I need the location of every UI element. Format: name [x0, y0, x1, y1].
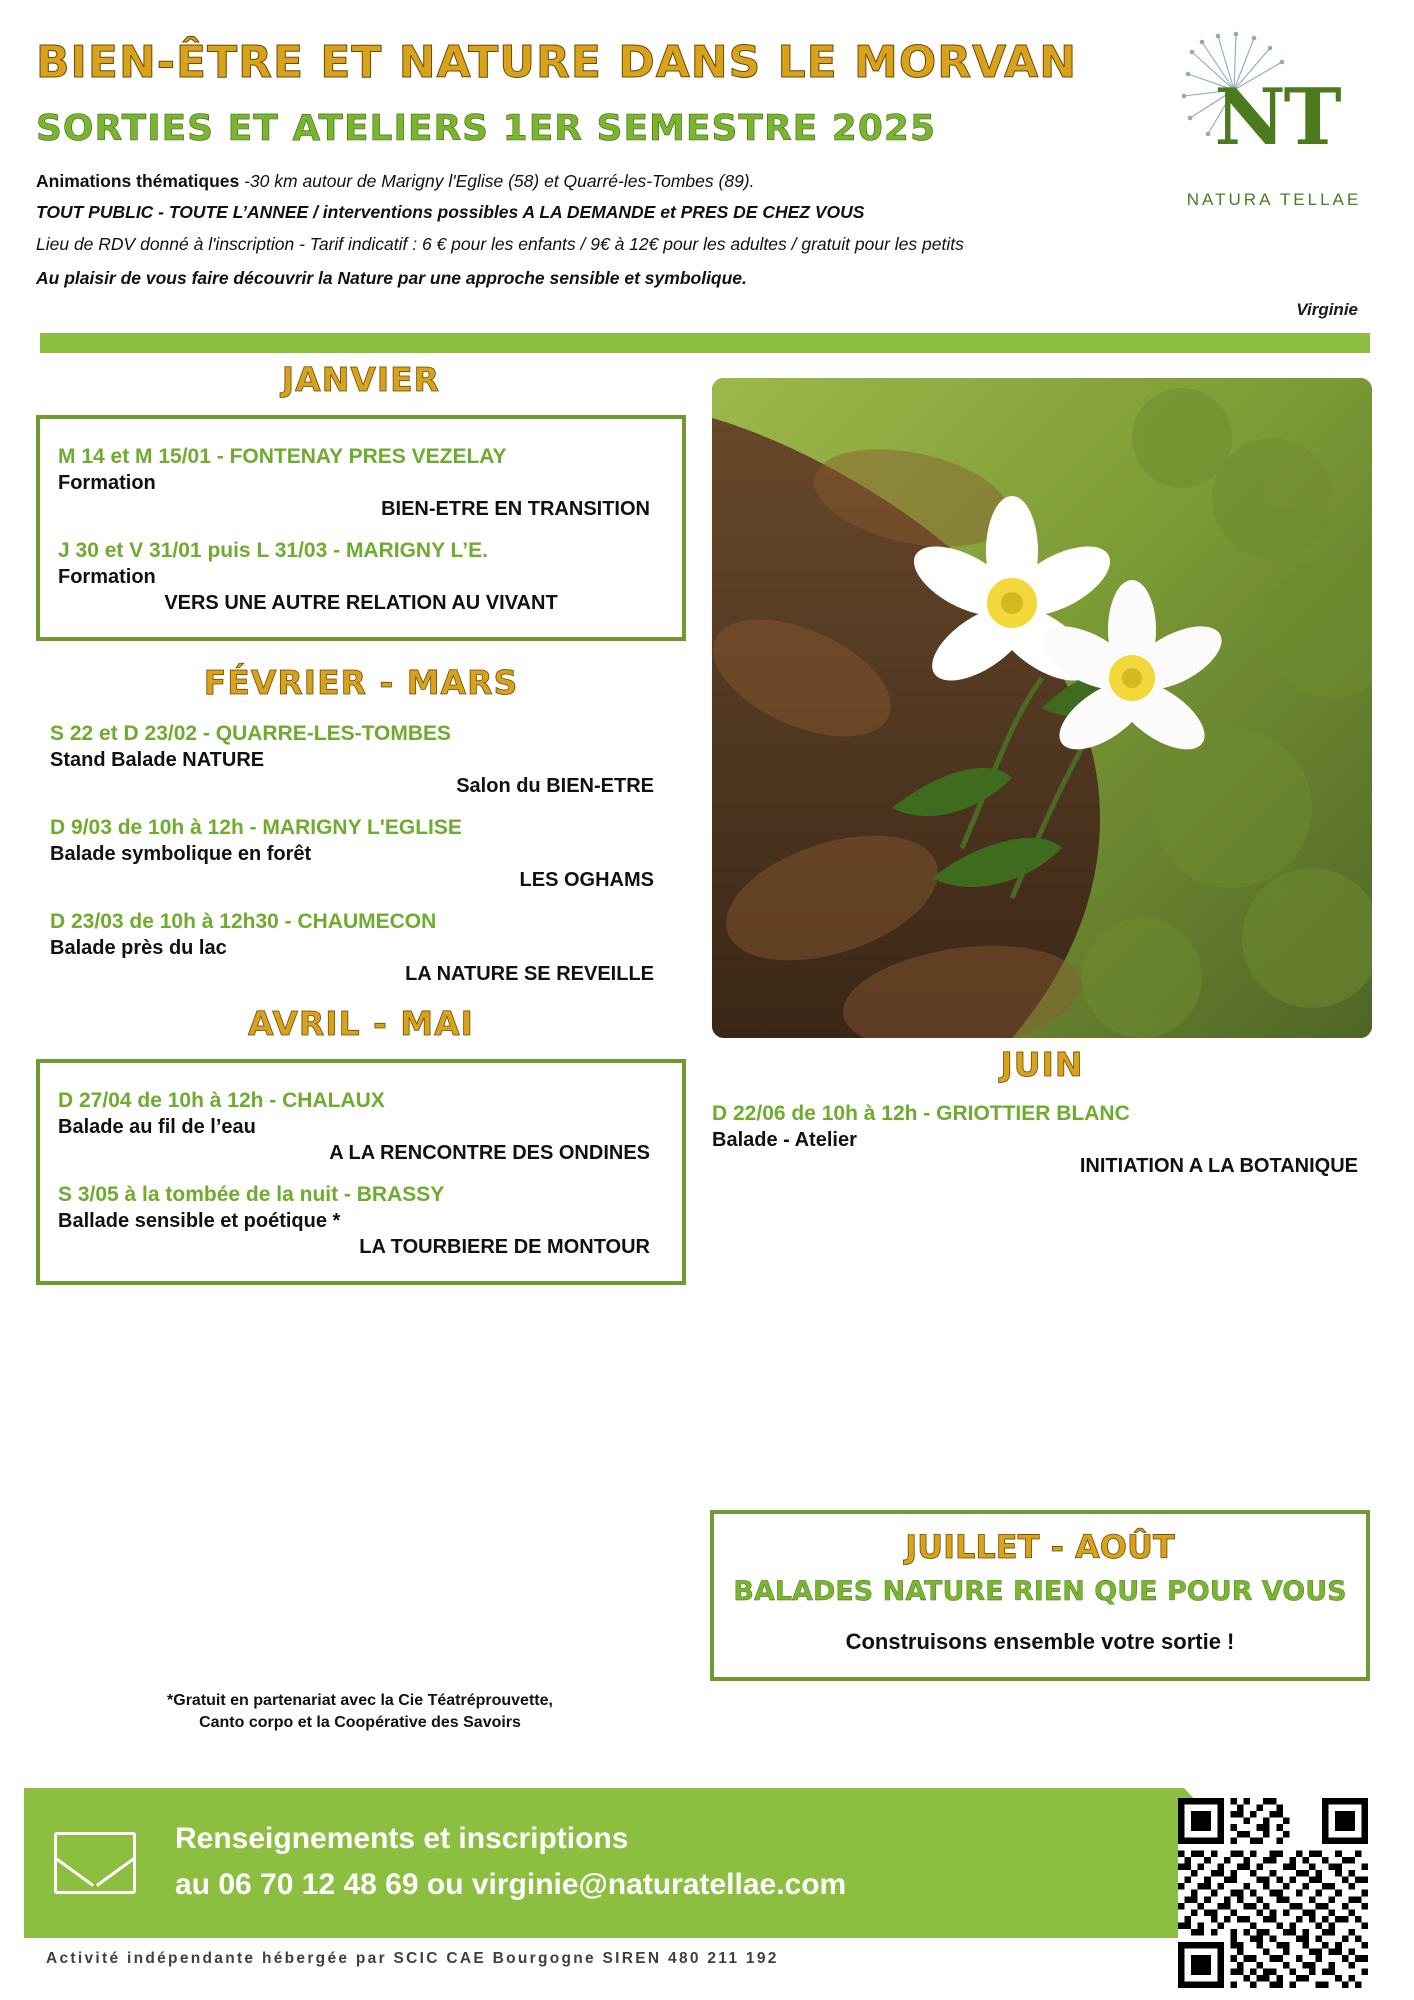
intro-line-2: TOUT PUBLIC - TOUTE L’ANNEE / interventions possibles A LA DEMANDE et PRES DE CHEZ VOUS: [36, 202, 865, 223]
event-what: Balade au fil de l’eau: [58, 1116, 256, 1138]
event-title: LA NATURE SE REVEILLE: [405, 963, 654, 985]
logo-monogram: NT: [1214, 72, 1340, 163]
fevrier-mars-list: [36, 702, 686, 986]
event-when: J 30 et V 31/01 puis L 31/03 - MARIGNY L’E.: [58, 539, 488, 562]
event-what: Formation: [58, 566, 156, 588]
event-title: INITIATION A LA BOTANIQUE: [1079, 1155, 1358, 1177]
intro-line-1-bold: Animations thématiques: [36, 171, 240, 191]
event-item: [50, 722, 668, 798]
event-item: [58, 539, 664, 615]
event-item: [58, 445, 664, 521]
footer-line-1: Renseignements et inscriptions: [175, 1822, 629, 1855]
event-when: D 22/06 de 10h à 12h - GRIOTTIER BLANC: [712, 1102, 1130, 1125]
signature: Virginie: [1296, 300, 1358, 319]
event-what: Balade symbolique en forêt: [50, 843, 312, 865]
footer-banner: [24, 1788, 1184, 1938]
intro-line-4: Au plaisir de vous faire découvrir la Nature par une approche sensible et symbolique.: [36, 268, 747, 289]
event-what: Ballade sensible et poétique *: [58, 1210, 341, 1232]
footer-legal: Activité indépendante hébergée par SCIC CAE Bourgogne SIREN 480 211 192: [46, 1950, 779, 1967]
logo: [1174, 30, 1374, 230]
juin-block: [712, 1045, 1372, 1196]
left-column: [36, 360, 686, 1285]
janvier-frame: [36, 415, 686, 641]
event-title: LA TOURBIERE DE MONTOUR: [359, 1236, 650, 1258]
footnote-line-2: Canto corpo et la Coopérative des Savoirs: [199, 1713, 521, 1731]
intro-block: [36, 168, 1046, 293]
event-title: A LA RENCONTRE DES ONDINES: [329, 1142, 650, 1164]
intro-line-1: [36, 168, 1046, 195]
event-when: S 3/05 à la tombée de la nuit - BRASSY: [58, 1183, 445, 1206]
anemone-photo: [712, 378, 1372, 1038]
intro-line-3: Lieu de RDV donné à l'inscription - Tarif indicatif : 6 € pour les enfants / 9€ à 12€ pour les adultes / gratuit pour les petits: [36, 234, 964, 255]
section-title-fevrier-mars: FÉVRIER - MARS: [203, 663, 519, 702]
event-when: D 27/04 de 10h à 12h - CHALAUX: [58, 1089, 385, 1112]
avril-mai-frame: [36, 1059, 686, 1285]
footnote-line-1: *Gratuit en partenariat avec la Cie Téatréprouvette,: [167, 1692, 553, 1709]
event-when: S 22 et D 23/02 - QUARRE-LES-TOMBES: [50, 722, 452, 745]
juillet-aout-subtitle: BALADES NATURE RIEN QUE POUR VOUS: [733, 1576, 1347, 1607]
juillet-aout-line: Construisons ensemble votre sortie !: [845, 1629, 1235, 1654]
event-what: Stand Balade NATURE: [50, 749, 265, 771]
footer: [0, 1788, 1414, 2000]
section-title-janvier: JANVIER: [281, 360, 441, 399]
event-title: BIEN-ETRE EN TRANSITION: [381, 498, 650, 520]
event-what: Balade près du lac: [50, 937, 227, 959]
section-title-juillet-aout: JUILLET - AOÛT: [905, 1528, 1175, 1566]
event-title: LES OGHAMS: [519, 869, 654, 891]
event-title: Salon du BIEN-ETRE: [456, 775, 654, 797]
footer-line-2[interactable]: au 06 70 12 48 69 ou virginie@naturatellae.com: [175, 1868, 847, 1901]
event-when: M 14 et M 15/01 - FONTENAY PRES VEZELAY: [58, 445, 507, 468]
event-what: Formation: [58, 472, 156, 494]
intro-line-1-rest: -30 km autour de Marigny l'Eglise (58) et Quarré-les-Tombes (89).: [239, 171, 755, 191]
logo-name: NATURA TELLAE: [1186, 190, 1362, 209]
event-when: D 23/03 de 10h à 12h30 - CHAUMECON: [50, 910, 437, 933]
header-divider: [40, 333, 1370, 353]
event-title: VERS UNE AUTRE RELATION AU VIVANT: [164, 592, 558, 614]
event-when: D 9/03 de 10h à 12h - MARIGNY L'EGLISE: [50, 816, 462, 839]
event-item: [58, 1089, 664, 1165]
envelope-icon: [54, 1832, 136, 1894]
event-item: [712, 1102, 1372, 1178]
qr-code[interactable]: [1178, 1798, 1368, 1988]
page-subtitle: SORTIES ET ATELIERS 1ER SEMESTRE 2025: [36, 108, 936, 149]
page-title: BIEN-ÊTRE ET NATURE DANS LE MORVAN: [36, 37, 1078, 88]
footnote: [40, 1690, 680, 1733]
section-title-avril-mai: AVRIL - MAI: [248, 1004, 474, 1043]
event-what: Balade - Atelier: [712, 1129, 857, 1151]
event-item: [58, 1183, 664, 1259]
event-item: [50, 910, 668, 986]
section-title-juin: JUIN: [1000, 1045, 1084, 1084]
juillet-aout-frame: [710, 1510, 1370, 1681]
event-item: [50, 816, 668, 892]
